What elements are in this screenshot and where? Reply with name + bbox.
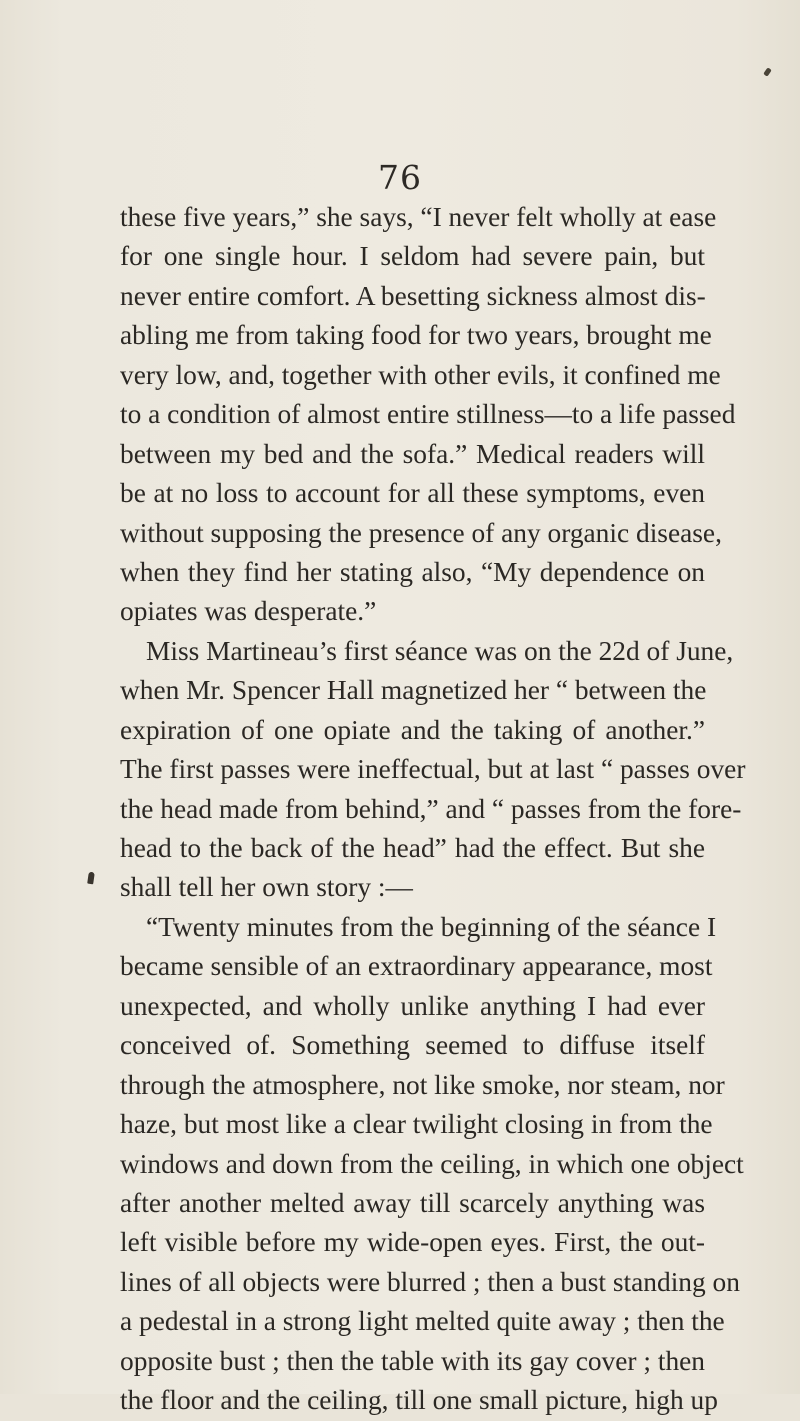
text-line: between my bed and the sofa.” Medical readers will bbox=[120, 438, 705, 469]
text-line: opiates was desperate.” bbox=[120, 596, 377, 627]
paper-speck bbox=[763, 67, 772, 76]
margin-mark bbox=[87, 872, 95, 885]
text-line: became sensible of an extraordinary appearance, most bbox=[120, 951, 713, 982]
text-line: haze, but most like a clear twilight closing in from the bbox=[120, 1109, 713, 1140]
text-line: when Mr. Spencer Hall magnetized her “ between the bbox=[120, 675, 707, 706]
text-line: opposite bust ; then the table with its gay cover ; then bbox=[120, 1345, 705, 1376]
text-line: the floor and the ceiling, till one small picture, high up bbox=[120, 1385, 718, 1416]
page-number: 76 bbox=[378, 158, 422, 197]
text-line: abling me from taking food for two years, brought me bbox=[120, 320, 712, 351]
text-line: these five years,” she says, “I never felt wholly at ease bbox=[120, 202, 717, 232]
paragraph-start: “Twenty minutes from the beginning of the séance I bbox=[146, 911, 717, 942]
text-line: through the atmosphere, not like smoke, nor steam, nor bbox=[120, 1069, 725, 1100]
text-line: The first passes were ineffectual, but at last “ passes over bbox=[120, 754, 746, 785]
text-line: conceived of. Something seemed to diffuse itself bbox=[120, 1030, 705, 1061]
text-line: without supposing the presence of any organic disease, bbox=[120, 517, 722, 548]
text-line: shall tell her own story :— bbox=[120, 872, 413, 903]
paragraph-start: Miss Martineau’s first séance was on the 22d of June, bbox=[146, 635, 734, 666]
text-line: windows and down from the ceiling, in which one object bbox=[120, 1148, 744, 1179]
text-line: unexpected, and wholly unlike anything I had ever bbox=[120, 990, 705, 1021]
text-line: very low, and, together with other evils, it confined me bbox=[120, 359, 721, 390]
text-line: lines of all objects were blurred ; then a bust standing on bbox=[120, 1266, 740, 1297]
body-text bbox=[120, 198, 746, 1421]
text-line: the head made from behind,” and “ passes from the fore- bbox=[120, 793, 742, 824]
text-line: head to the back of the head” had the effect. But she bbox=[120, 833, 705, 863]
text-line: for one single hour. I seldom had severe pain, but bbox=[120, 241, 705, 272]
text-line: never entire comfort. A besetting sickness almost dis- bbox=[120, 280, 706, 311]
text-line: when they find her stating also, “My dependence on bbox=[120, 556, 705, 587]
text-line: left visible before my wide-open eyes. First, the out- bbox=[120, 1227, 705, 1258]
text-line: be at no loss to account for all these symptoms, even bbox=[120, 478, 705, 509]
text-line: after another melted away till scarcely anything was bbox=[120, 1187, 705, 1218]
text-line: to a condition of almost entire stillness—to a life passed bbox=[120, 399, 736, 430]
text-line: a pedestal in a strong light melted quite away ; then the bbox=[120, 1306, 725, 1337]
text-line: expiration of one opiate and the taking of another.” bbox=[120, 714, 705, 745]
